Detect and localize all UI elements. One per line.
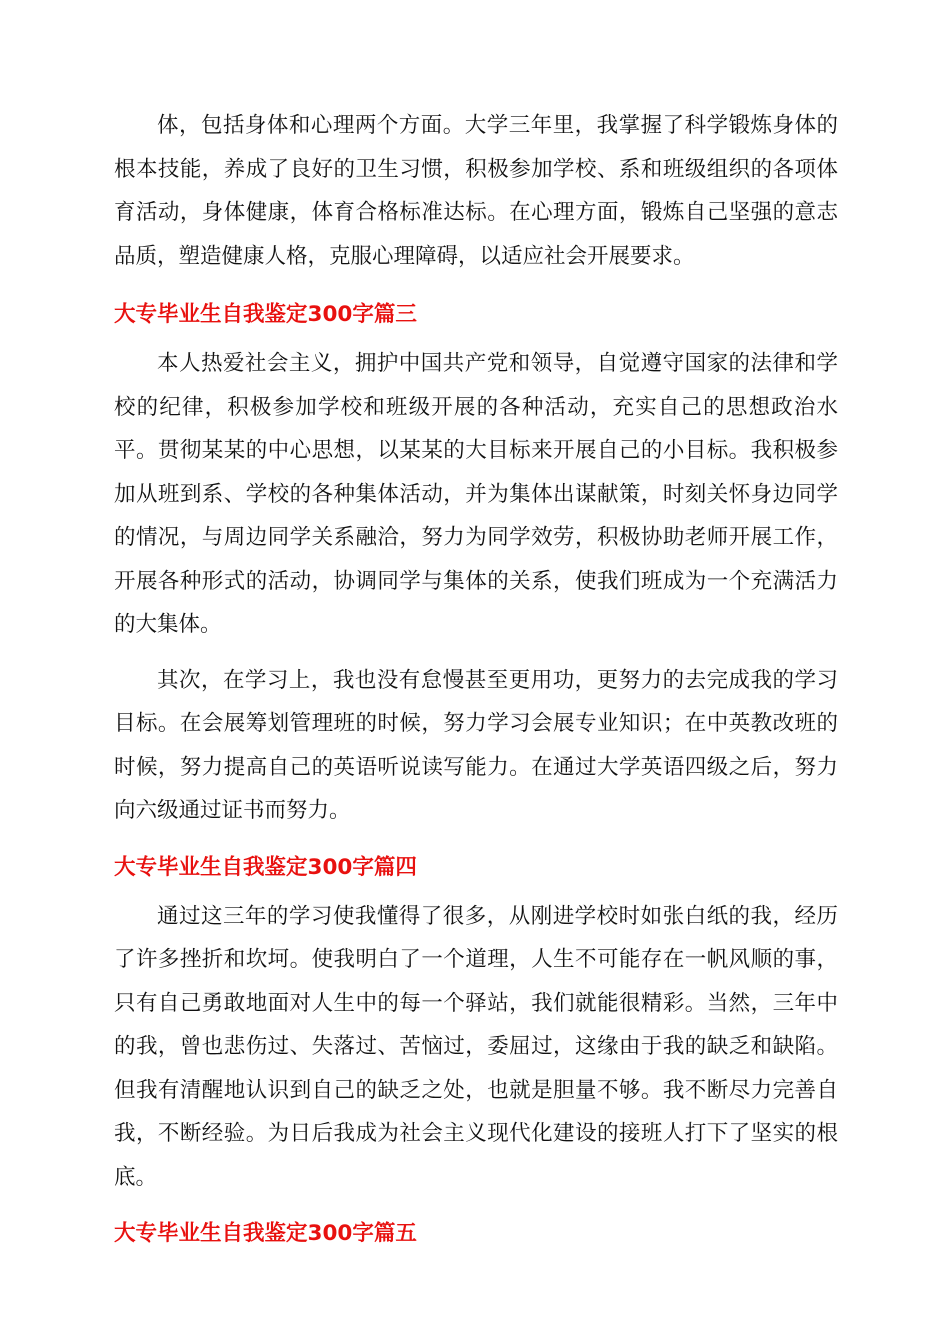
section-4-heading: 大专毕业生自我鉴定300字篇四 bbox=[114, 854, 417, 880]
document-page bbox=[114, 104, 838, 1249]
section-2-continuation-paragraph: 体，包括身体和心理两个方面。大学三年里，我掌握了科学锻炼身体的根本技能，养成了良好的卫生习惯，积极参加学校、系和班级组织的各项体育活动，身体健康，体育合格标准达标。在心理方面，锻炼自己坚强的意志品质，塑造健康人格，克服心理障碍，以适应社会开展要求。 bbox=[114, 113, 838, 269]
section-3-heading: 大专毕业生自我鉴定300字篇三 bbox=[114, 302, 417, 327]
section-3-paragraph-2: 其次，在学习上，我也没有怠慢甚至更用功，更努力的去完成我的学习目标。在会展筹划管理班的时候，努力学习会展专业知识；在中英教改班的时候，努力提高自己的英语听说读写能力。在通过大学英语四级之后，努力向六级通过证书而努力。 bbox=[114, 667, 838, 823]
section-5-heading: 大专毕业生自我鉴定300字篇五 bbox=[114, 1221, 417, 1246]
section-4-paragraph-1: 通过这三年的学习使我懂得了很多，从刚进学校时如张白纸的我，经历了许多挫折和坎坷。使我明白了一个道理，人生不可能存在一帆风顺的事，只有自己勇敢地面对人生中的每一个驿站，我们就能很精彩。当然，三年中的我，曾也悲伤过、失落过、苦恼过，委屈过，这缘由于我的缺乏和缺陷。但我有清醒地认识到自己的缺乏之处，也就是胆量不够。我不断尽力完善自我，不断经验。为日后我成为社会主义现代化建设的接班人打下了坚实的根底。 bbox=[114, 903, 838, 1190]
section-3-paragraph-1: 本人热爱社会主义，拥护中国共产党和领导，自觉遵守国家的法律和学校的纪律，积极参加学校和班级开展的各种活动，充实自己的思想政治水平。贯彻某某的中心思想，以某某的大目标来开展自己的小目标。我积极参加从班到系、学校的各种集体活动，并为集体出谋献策，时刻关怀身边同学的情况，与周边同学关系融洽，努力为同学效劳，积极协助老师开展工作，开展各种形式的活动，协调同学与集体的关系，使我们班成为一个充满活力的大集体。 bbox=[114, 351, 838, 637]
